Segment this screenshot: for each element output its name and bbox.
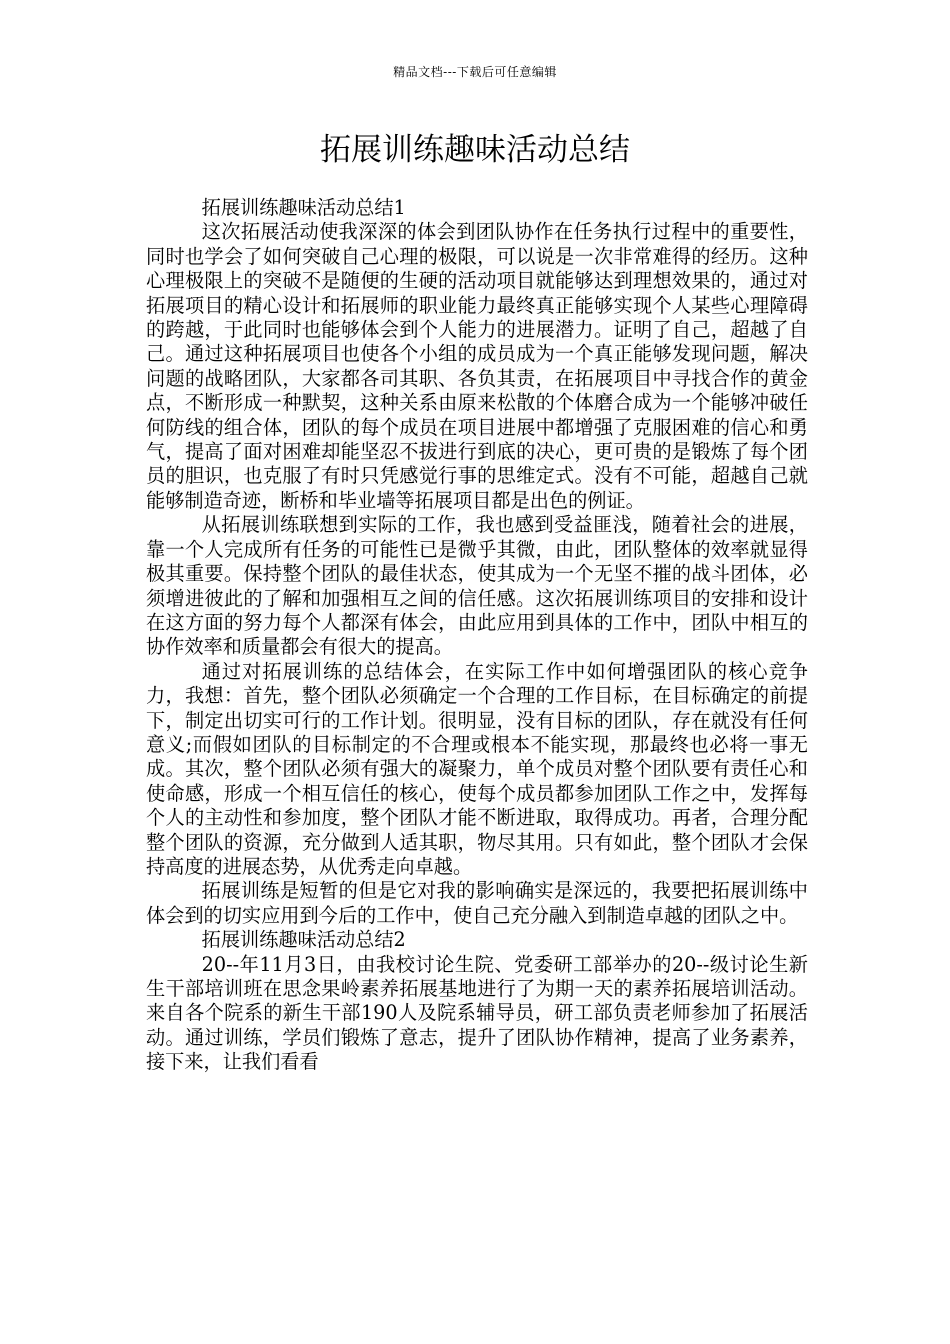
- header-note: 精品文档---下载后可任意编辑: [393, 65, 557, 79]
- section-heading: 拓展训练趣味活动总结1: [201, 196, 406, 219]
- document-title: 拓展训练趣味活动总结: [320, 132, 630, 168]
- paragraph: 从拓展训练联想到实际的工作，我也感到受益匪浅，随着社会的进展，靠一个人完成所有任务的可能性已是微乎其微，由此，团队整体的效率就显得极其重要。保持整个团队的最佳状态，使其成为一个无坚不摧的战斗团体，必须增进彼此的了解和加强相互之间的信任感。这次拓展训练项目的安排和设计在这方面的努力每个人都深有体会，由此应用到具体的工作中，团队中相互的协作效率和质量都会有很大的提高。: [146, 513, 808, 659]
- paragraph: 20--年11月3日，由我校讨论生院、党委研工部举办的20--级讨论生新生干部培训班在思念果岭素养拓展基地进行了为期一天的素养拓展培训活动。来自各个院系的新生干部190人及院系辅导员，研工部负责老师参加了拓展活动。通过训练，学员们锻炼了意志，提升了团队协作精神，提高了业务素养，接下来，让我们看看: [146, 952, 808, 1074]
- document-body: [146, 196, 808, 1075]
- paragraph: 拓展训练是短暂的但是它对我的影响确实是深远的，我要把拓展训练中体会到的切实应用到今后的工作中，使自己充分融入到制造卓越的团队之中。: [146, 879, 808, 927]
- paragraph: 通过对拓展训练的总结体会，在实际工作中如何增强团队的核心竞争力，我想：首先，整个团队必须确定一个合理的工作目标，在目标确定的前提下，制定出切实可行的工作计划。很明显，没有目标的团队，存在就没有任何意义;而假如团队的目标制定的不合理或根本不能实现，那最终也必将一事无成。其次，整个团队必须有强大的凝聚力，单个成员对整个团队要有责任心和使命感，形成一个相互信任的核心，使每个成员都参加团队工作之中，发挥每个人的主动性和参加度，整个团队才能不断进取，取得成功。再者，合理分配整个团队的资源，充分做到人适其职，物尽其用。只有如此，整个团队才会保持高度的进展态势，从优秀走向卓越。: [146, 659, 808, 878]
- paragraph: 这次拓展活动使我深深的体会到团队协作在任务执行过程中的重要性，同时也学会了如何突破自己心理的极限，可以说是一次非常难得的经历。这种心理极限上的突破不是随便的生硬的活动项目就能够达到理想效果的，通过对拓展项目的精心设计和拓展师的职业能力最终真正能够实现个人某些心理障碍的跨越，于此同时也能够体会到个人能力的进展潜力。证明了自己，超越了自己。通过这种拓展项目也使各个小组的成员成为一个真正能够发现问题，解决问题的战略团队，大家都各司其职、各负其责，在拓展项目中寻找合作的黄金点，不断形成一种默契，这种关系由原来松散的个体磨合成为一个能够冲破任何防线的组合体，团队的每个成员在项目进展中都增强了克服困难的信心和勇气，提高了面对困难却能坚忍不拔进行到底的决心，更可贵的是锻炼了每个团员的胆识，也克服了有时只凭感觉行事的思维定式。没有不可能，超越自己就能够制造奇迹，断桥和毕业墙等拓展项目都是出色的例证。: [146, 220, 808, 512]
- section-heading: 拓展训练趣味活动总结2: [201, 928, 406, 952]
